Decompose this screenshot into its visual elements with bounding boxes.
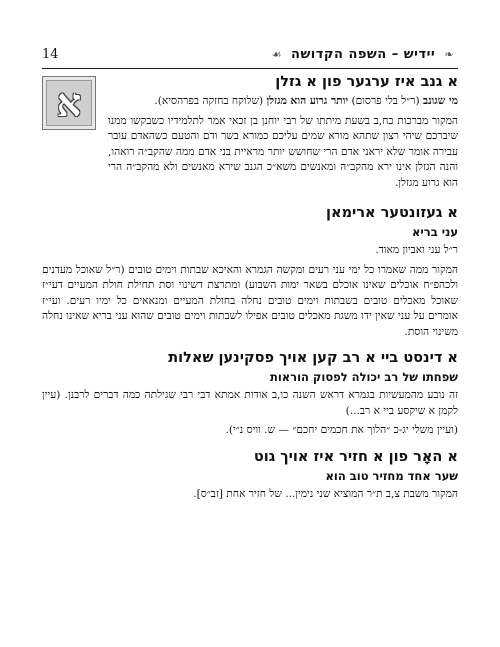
entry-3-text: זה נובע מהמעשיות בגמרא דראש השנה כו,ב אודות אמתא דבי רבי שגילתה כמה דברים לרבנן. (עיין לקמן א שיקסע ביי א רב...) <box>42 389 458 417</box>
drop-cap <box>42 76 96 130</box>
lead-tail: (שלוקח בחזקה בפרהסיא). <box>154 95 264 107</box>
header-title <box>268 47 458 62</box>
entry-2-heading: א געזונטער ארימאן <box>326 205 458 221</box>
lead-bold: יותר גרוע הוא מגזלן <box>266 95 349 107</box>
entry-2-subheading: עני בריא <box>412 225 458 239</box>
ornament-icon: ☙ <box>271 47 282 61</box>
entry-2-text: המקור ממה שאמרו כל ימי עני רעים ומקשה הגמרא והאיכא שבתות וימים טובים (ר״ל שאוכל מעדנים ולכהפ״ח אוכלים שאינו אוכלם בשאר ימות השבוע) ומתרצת דשינוי וסת תחילת חולת המעיים דעי״ז שאוכל מאכלים טובים בשבתות וימים טובים נחלה בחולת המעיים ומנאאים כל ימיו רעים. ועי״ז אומרים על עני שאין ידו משגת מאכלים טובים אפילו לשבתות וימים טובים שהוא עני בריא שאינו נחלה משינוי הוסת. <box>42 263 458 338</box>
entry-2-line: ר״ל עני ואביון מאוד. <box>375 244 458 256</box>
entry-3-heading: א דינסט ביי א רב קען אויך פסקינען שאלות <box>168 350 458 366</box>
entry-1 <box>42 74 458 195</box>
header-title-text: יידיש – השפה הקדושה <box>291 46 436 62</box>
page-number: 14 <box>42 46 59 62</box>
entry-2 <box>42 205 458 340</box>
drop-cap-letter: א <box>56 80 82 125</box>
entry-1-heading: א גנב איז ערגער פון א גזלן <box>275 74 458 90</box>
entry-4-text: המקור משבת צ,ב ת״ר המוציא שני נימין... של חזיר אחת [זב״ס]. <box>193 487 458 500</box>
entry-3-ref: (ועיין משלי יג-כ ״הלוך את חכמים יחכם״ — ש. וויס נ״י). <box>225 424 458 436</box>
running-header <box>42 44 458 69</box>
entry-3-subheading: שפחתו של רב יכולה לפסוק הוראות <box>269 370 458 384</box>
page-content <box>42 74 458 506</box>
entry-1-body <box>108 74 458 195</box>
lead-term: מי שגונב <box>422 95 458 107</box>
ornament-icon: ❧ <box>444 47 454 61</box>
entry-1-lead <box>108 94 458 110</box>
lead-note: (ר״ל בלי פרסום) <box>348 95 420 107</box>
entry-4 <box>42 449 458 503</box>
entry-4-subheading: שער אחד מחזיר טוב הוא <box>325 468 458 483</box>
entry-3 <box>42 350 458 439</box>
entry-1-text: המקור מברכות כח,ב בשעת מיתתו של רבי יוחנן בן זכאי אמר לתלמידיו כשבקשו ממנו שיברכם שיהי רצון שתהא מורא שמים עליכם כמורא בשר ודם והטעם כשהאדם עובר עבירה אומר שלא יראני אדם הרי שחושש יותר מראיית בני אדם ממה שהקב״ה רואהו, והנה הגזלן אינו ירא מהקב״ה ומאנשים משא״כ הגנב שירא מאנשים ולא מהקב״ה הרי הוא גרוע מגזלן. <box>108 114 458 189</box>
entry-4-heading: א האָר פון א חזיר איז אויך גוט <box>253 448 458 465</box>
